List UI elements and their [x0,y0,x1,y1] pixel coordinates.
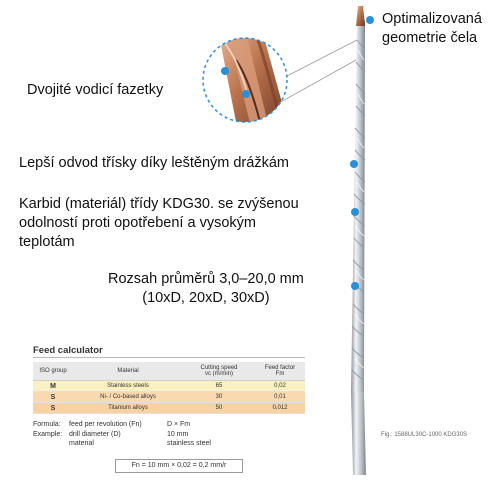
callout-dot-range [351,282,359,290]
row-factor: 0,01 [255,392,305,403]
row-iso: M [33,381,73,392]
feed-table-header [33,362,305,381]
callout-carbide-line2: odolností proti opotřebení a vysokým [19,215,256,231]
callout-dot-chamfers [221,67,229,75]
callout-dot-geometry [366,16,374,24]
row-material: Titanium alloys [73,403,183,414]
formula-row [33,420,293,430]
header-material: Material [73,362,183,381]
example-label: Example: [33,430,63,438]
table-row [33,392,305,403]
header-iso: ISO group [33,362,73,381]
figure-caption: Fig.: 1588UL30C-1000 KDG30S [381,432,468,438]
row-speed: 30 [183,392,255,403]
row-speed: 50 [183,403,255,414]
callout-range-line1: Rozsah průměrů 3,0–20,0 mm [108,271,304,287]
header-speed-unit: vc (m/min) [205,371,233,377]
material-row [33,439,293,449]
callout-dot-carbide [351,208,359,216]
callout-carbide-line3: teplotám [19,234,75,250]
callout-geometry-line1: Optimalizovaná [382,11,482,27]
example-row [33,430,293,440]
row-material: Stainless steels [73,381,183,392]
row-factor: 0,02 [255,381,305,392]
formula-label: Formula: [33,421,61,428]
row-iso: S [33,403,73,414]
callout-range-line2: (10xD, 20xD, 30xD) [142,290,270,306]
feed-calculator-title: Feed calculator [33,345,103,356]
callout-range [108,270,304,308]
callout-dot-chamfers-2 [242,90,250,98]
callout-geometry-line2: geometrie čela [382,30,478,46]
table-row [33,403,305,414]
header-factor [255,362,305,381]
example-value: 10 mm [167,430,189,438]
material-text: material [69,440,94,447]
header-speed [183,362,255,381]
callout-guide-chamfers: Dvojité vodicí fazetky [27,82,164,98]
example-text: drill diameter (D) [69,430,121,438]
feed-title-rule [33,357,305,358]
material-value: stainless steel [167,440,211,447]
header-factor-label: Feed factor [264,365,296,371]
callout-chip-evacuation: Lepší odvod třísky díky leštěným drážkám [19,155,289,171]
row-factor: 0,012 [255,403,305,414]
feed-table [33,362,305,414]
row-speed: 65 [183,381,255,392]
formula-block [33,420,293,449]
callout-geometry [382,10,482,48]
header-factor-unit: Fm [275,371,285,377]
formula-text: feed per revolution (Fn) [69,421,142,428]
formula-expr: D × Fm [167,421,191,428]
callout-carbide-line1: Karbid (materiál) třídy KDG30. se zvýšenou [19,196,299,212]
row-material: Ni- / Co-based alloys [73,392,183,403]
callout-dot-chip [350,160,358,168]
header-speed-label: Cutting speed [200,365,238,371]
row-iso: S [33,392,73,403]
result-box: Fn = 10 mm × 0,02 = 0,2 mm/r [115,459,243,473]
table-row [33,381,305,392]
callout-carbide [19,195,299,252]
